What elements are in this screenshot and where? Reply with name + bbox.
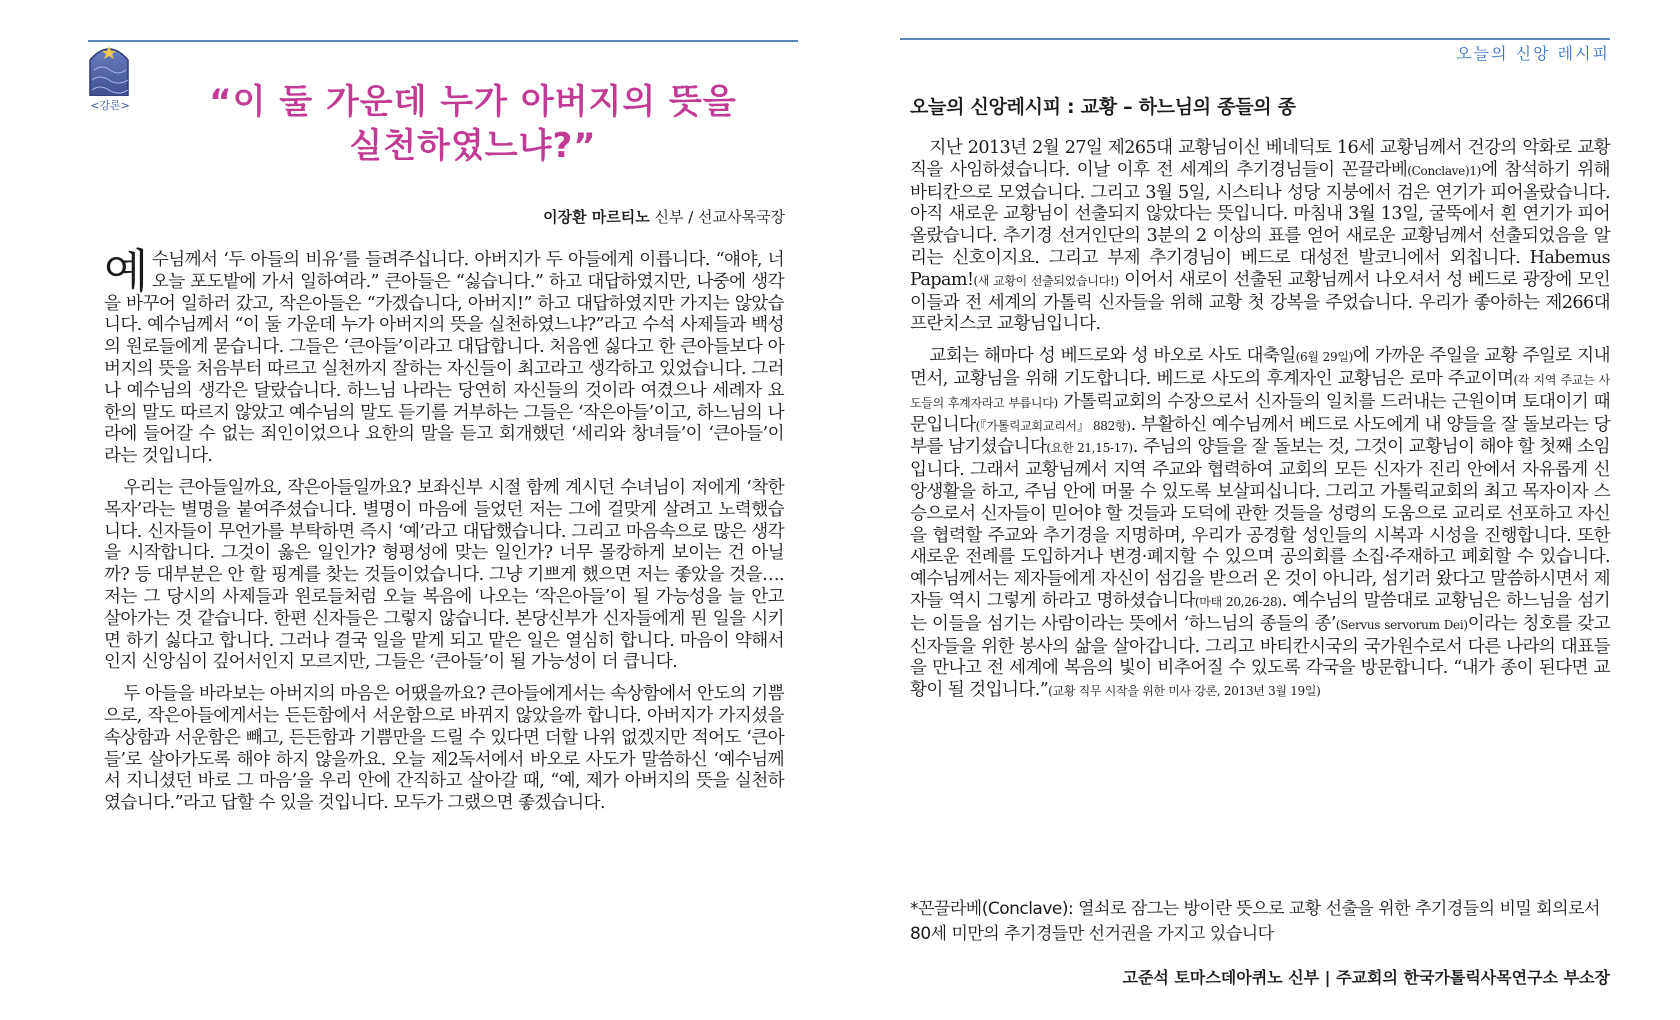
paragraph: 우리는 큰아들일까요, 작은아들일까요? 보좌신부 시절 함께 계시던 수녀님이 저에게 ‘착한 목자’라는 별명을 붙여주셨습니다. 별명이 마음에 들었던 저는 그에 걸맞게 살려고 노력했습니다. 신자들이 무언가를 부탁하면 즉시 ‘예’라고 대답했습니다. 그리고 마음속으로 많은 생각을 시작합니다. 그것이 옳은 일인가? 형평성에 맞는 일인가? 너무 몰캉하게 보이는 건 아닐까? 등 대부분은 안 할 핑계를 찾는 것들이었습니다. 그냥 기쁘게 했으면 저는 좋았을 것을…. 저는 그 당시의 사제들과 원로들처럼 오늘 복음에 나오는 ‘작은아들’이 될 가능성을 늘 안고 살아가는 것 같습니다. 한편 신자들은 그렇지 않습니다. 본당신부가 신자들에게 뭔 일을 시키면 하기 싫다고 합니다. 그러나 결국 일을 맡게 되고 맡은 일은 열심히 합니다. 마음이 약해서인지 신앙심이 깊어서인지 모르지만, 그들은 ‘큰아들’이 될 가능성이 더 큽니다. — [104, 477, 784, 673]
text-run: 이라는 칭호를 갖고 신자들을 위한 봉사의 삶을 살아갑니다. 그리고 바티칸시국의 국가원수로서 다른 나라의 대표들을 만나고 전 세계에 복음의 빛이 비추어질 수 있도록 각국을 방문합니다. “내가 종이 된다면 교황이 될 것입니다.” — [910, 613, 1611, 701]
text-run: 가톨릭교회의 수장으로서 신자들의 일치를 드러내는 근원이며 토대이기 때문입니다 — [910, 391, 1610, 435]
paragraph: 두 아들을 바라보는 아버지의 마음은 어땠을까요? 큰아들에게서는 속상함에서 안도의 기쁨으로, 작은아들에게서는 든든함에서 서운함으로 바뀌지 않았을까 합니다. 아버지가 가지셨을 속상함과 서운함은 빼고, 든든함과 기쁨만을 드릴 수 있다면 더할 나위 없겠지만 적어도 ‘큰아들’로 살아가도록 해야 하지 않을까요. 오늘 제2독서에서 바오로 사도가 말씀하신 ‘예수님께서 지니셨던 바로 그 마음’을 우리 안에 간직하고 살아갈 때, “예, 제가 아버지의 뜻을 실천하였습니다.”라고 답할 수 있을 것입니다. 모두가 그랬으면 좋겠습니다. — [104, 684, 784, 814]
text-run: 이어서 새로이 선출된 교황님께서 나오셔서 성 베드로 광장에 모인 이들과 전 세계의 가톨릭 신자들을 위해 교황 첫 강복을 주었습니다. 우리가 좋아하는 제266대 프란치스코 교황님입니다. — [910, 269, 1610, 335]
headline-line-2: 실천하였느냐?” — [349, 126, 597, 166]
running-head: 오늘의 신앙 레시피 — [1456, 44, 1610, 63]
paragraph — [910, 138, 1610, 336]
small-note: (마태 20,26-28) — [1194, 594, 1282, 609]
drop-cap: 예 — [104, 244, 148, 298]
paragraph — [104, 244, 784, 468]
top-rule — [900, 38, 1610, 40]
small-note: (6월 29일) — [1295, 350, 1354, 365]
headline-line-1: “이 둘 가운데 누가 아버지의 뜻을 — [209, 82, 737, 122]
top-rule — [88, 40, 798, 42]
paragraph-text: 수님께서 ‘두 아들의 비유’를 들려주십니다. 아버지가 두 아들에게 이릅니다. “얘야, 너 오늘 포도밭에 가서 일하여라.” 큰아들은 “싫습니다.” 하고 대답하였지만, 나중에 생각을 바꾸어 일하러 갔고, 작은아들은 “가겠습니다, 아버지!” 하고 대답하였지만 가지는 않았습니다. 예수님께서 “이 둘 가운데 누가 아버지의 뜻을 실천하였느냐?”라고 수석 사제들과 백성의 원로들에게 묻습니다. 그들은 ‘큰아들’이라고 대답합니다. 처음엔 싫다고 한 큰아들보다 아버지의 뜻을 처음부터 따르고 실천까지 잘하는 자신들이 최고라고 생각하고 있었습니다. 그러나 예수님의 생각은 달랐습니다. 하느님 나라는 당연히 자신들의 것이라 여겼으나 세례자 요한의 말도 따르지 않았고 예수님의 말도 듣기를 거부하는 그들은 ‘작은아들’이고, 하느님의 나라에 들어갈 수 없는 죄인이었으나 요한의 말을 듣고 회개했던 ‘세리와 창녀들’이 ‘큰아들’이라는 것입니다. — [104, 250, 784, 467]
text-run: . 예수님의 말씀대로 교황님은 하느님을 섬기는 이들을 섬기는 사람이라는 뜻에서 ‘하느님의 종들의 종’ — [910, 590, 1610, 634]
section-title: 오늘의 신앙레시피 : 교황 – 하느님의 종들의 종 — [910, 96, 1296, 118]
small-note: (새 교황이 선출되었습니다!) — [973, 273, 1119, 288]
text-run: 에 참석하기 위해 바티칸으로 모였습니다. 그리고 3월 5일, 시스티나 성당 지붕에서 검은 연기가 피어올랐습니다. 아직 새로운 교황님이 선출되지 않았다는 뜻입니다. 마침내 3월 13일, 굴뚝에서 흰 연기가 피어올랐습니다. 추기경 선거인단의 3분의 2 이상의 표를 얻어 새로운 교황님께서 선출되었음을 알리는 신호이지요. 그리고 부제 추기경님이 베드로 대성전 발코니에서 외칩니다. Habemus Papam! — [910, 159, 1610, 290]
recipe-body — [910, 138, 1610, 713]
text-run: 지난 2013년 2월 27일 제265대 교황님이신 베네딕토 16세 교황님께서 건강의 악화로 교황직을 사임하셨습니다. 이날 이후 전 세계의 추기경님들이 꼰끌라베 — [910, 138, 1610, 180]
byline — [88, 206, 785, 227]
text-run: 교회는 해마다 성 베드로와 성 바오로 사도 대축일 — [929, 346, 1296, 367]
footnote: *꼰끌라베(Conclave): 열쇠로 잠그는 방이란 뜻으로 교황 선출을 위한 추기경들의 비밀 회의로서 80세 미만의 추기경들만 선거권을 가지고 있습니다 — [910, 899, 1600, 944]
small-note: (교황 직무 시작을 위한 미사 강론, 2013년 3월 19일) — [1048, 684, 1321, 699]
text-run: 에 가까운 주일을 교황 주일로 지내면서, 교황님을 위해 기도합니다. 베드로 사도의 후계자인 교황님은 로마 주교이며 — [910, 346, 1610, 389]
author-name: 이장환 마르티노 — [543, 208, 650, 226]
article-headline — [148, 80, 798, 168]
paragraph — [910, 346, 1610, 703]
homily-body — [104, 244, 784, 825]
logo-label: <강론> — [90, 99, 130, 112]
author-signature: 고준석 토마스데아퀴노 신부 | 주교회의 한국가톨릭사목연구소 부소장 — [1122, 968, 1610, 987]
author-title: 신부 / 선교사목국장 — [649, 208, 785, 226]
small-note: (요한 21,15-17) — [1046, 441, 1133, 456]
right-page — [900, 0, 1610, 1020]
text-run: . 주님의 양들을 잘 돌보는 것, 그것이 교황님이 해야 할 첫째 소임입니다. 그래서 교황님께서 지역 주교와 협력하여 교회의 모든 신자가 진리 안에서 자유롭게 신앙생활을 하고, 주님 안에 머물 수 있도록 보살피십니다. 그리고 가톨릭교회의 최고 목자이자 스승으로서 신자들이 믿어야 할 것들과 도덕에 관한 것들을 성령의 도움으로 교리로 선포하고 자신을 협력할 주교와 추기경을 지명하며, 우리가 공경할 성인들의 시복과 시성을 진행합니다. 또한 새로운 전례를 도입하거나 변경·폐지할 수 있으며 공의회를 소집·주재하고 폐회할 수 있습니다. 예수님께서는 제자들에게 자신이 섬김을 받으러 온 것이 아니라, 섬기러 왔다고 말씀하시면서 제자들 역시 그렇게 하라고 명하셨습니다 — [910, 437, 1611, 611]
church-window-logo-icon — [88, 40, 130, 96]
text-run: . 부활하신 예수님께서 베드로 사도에게 내 양들을 잘 돌보라는 당부를 남기셨습니다 — [910, 414, 1611, 458]
small-note: (각 지역 주교는 사도들의 후계자라고 부릅니다) — [910, 372, 1610, 410]
small-note: (Servus servorum Dei) — [1335, 617, 1468, 632]
small-note: (『가톨릭교회교리서』 882항) — [975, 418, 1131, 433]
left-page — [88, 0, 798, 1020]
small-note: (Conclave)1) — [1407, 163, 1482, 178]
